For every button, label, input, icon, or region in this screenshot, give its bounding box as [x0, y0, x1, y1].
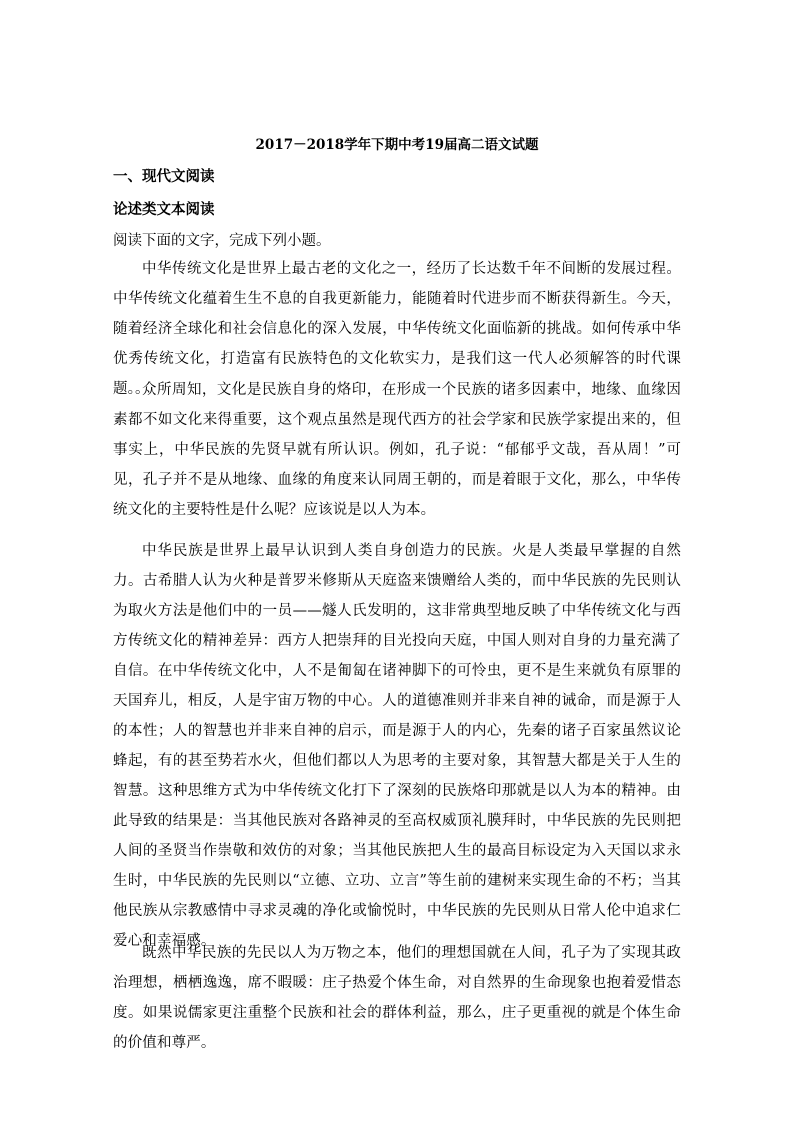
- body-paragraph: 中华传统文化是世界上最古老的文化之一，经历了长达数千年不间断的发展过程。中华传统文化蕴着生生不息的自我更新能力，能随着时代进步而不断获得新生。今天，随着经济全球化和社会信息化的深入发展，中华传统文化面临新的挑战。如何传承中华优秀传统文化，打造富有民族特色的文化软实力，是我们这一代人必须解答的时代课题。。: [113, 261, 681, 397]
- body-paragraph: 中华民族是世界上最早认识到人类自身创造力的民族。火是人类最早掌握的自然力。古希腊人认为火种是普罗米修斯从天庭盗来馈赠给人类的，而中华民族的先民则认为取火方法是他们中的一员——燧人氏发明的，这非常典型地反映了中华传统文化与西方传统文化的精神差异：西方人把崇拜的目光投向天庭，中国人则对自身的力量充满了自信。在中华传统文化中，人不是匍匐在诸神脚下的可怜虫，更不是生来就负有原罪的天国弃儿，相反，人是宇宙万物的中心。人的道德准则并非来自神的诫命，而是源于人的本性；人的智慧也并非来自神的启示，而是源于人的内心，先秦的诸子百家虽然议论蜂起，有的甚至势若水火，但他们都以人为思考的主要对象，其智慧大都是关于人生的智慧。这种思维方式为中华传统文化打下了深刻的民族烙印那就是以人为本的精神。由此导致的结果是：当其他民族对各路神灵的至高权威顶礼膜拜时，中华民族的先民则把人间的圣贤当作崇敬和效仿的对象；当其他民族把人生的最高目标设定为入天国以求永生时，中华民族的先民则以“立德、立功、立言”等生前的建树来实现生命的不朽；当其他民族从宗教感情中寻求灵魂的净化或愉悦时，中华民族的先民则从日常人伦中追求仁爱心和幸福感。: [113, 543, 681, 949]
- reading-instruction: 阅读下面的文字，完成下列小题。: [113, 233, 331, 249]
- body-paragraph: 众所周知，文化是民族自身的烙印，在形成一个民族的诸多因素中，地缘、血缘因素都不如文化来得重要，这个观点虽然是现代西方的社会学家和民族学家提出来的，但事实上，中华民族的先贤早就有所认识。例如，孔子说：“郁郁乎文哉，吾从周！”可见，孔子并不是从地缘、血缘的角度来认同周王朝的，而是着眼于文化，那么，中华传统文化的主要特性是什么呢？应该说是以人为本。: [113, 382, 681, 518]
- document-title: 2017－2018学年下期中考19届高二语文试题: [255, 137, 539, 153]
- body-paragraph: 既然中华民族的先民以人为万物之本，他们的理想国就在人间，孔子为了实现其政治理想，栖栖逸逸，席不暇暖：庄子热爱个体生命，对自然界的生命现象也抱着爱惜态度。如果说儒家更注重整个民族和社会的群体利益，那么，庄子更重视的就是个体生命的价值和尊严。: [113, 945, 681, 1051]
- section-heading: 一、现代文阅读: [113, 168, 215, 185]
- subsection-heading: 论述类文本阅读: [113, 201, 215, 218]
